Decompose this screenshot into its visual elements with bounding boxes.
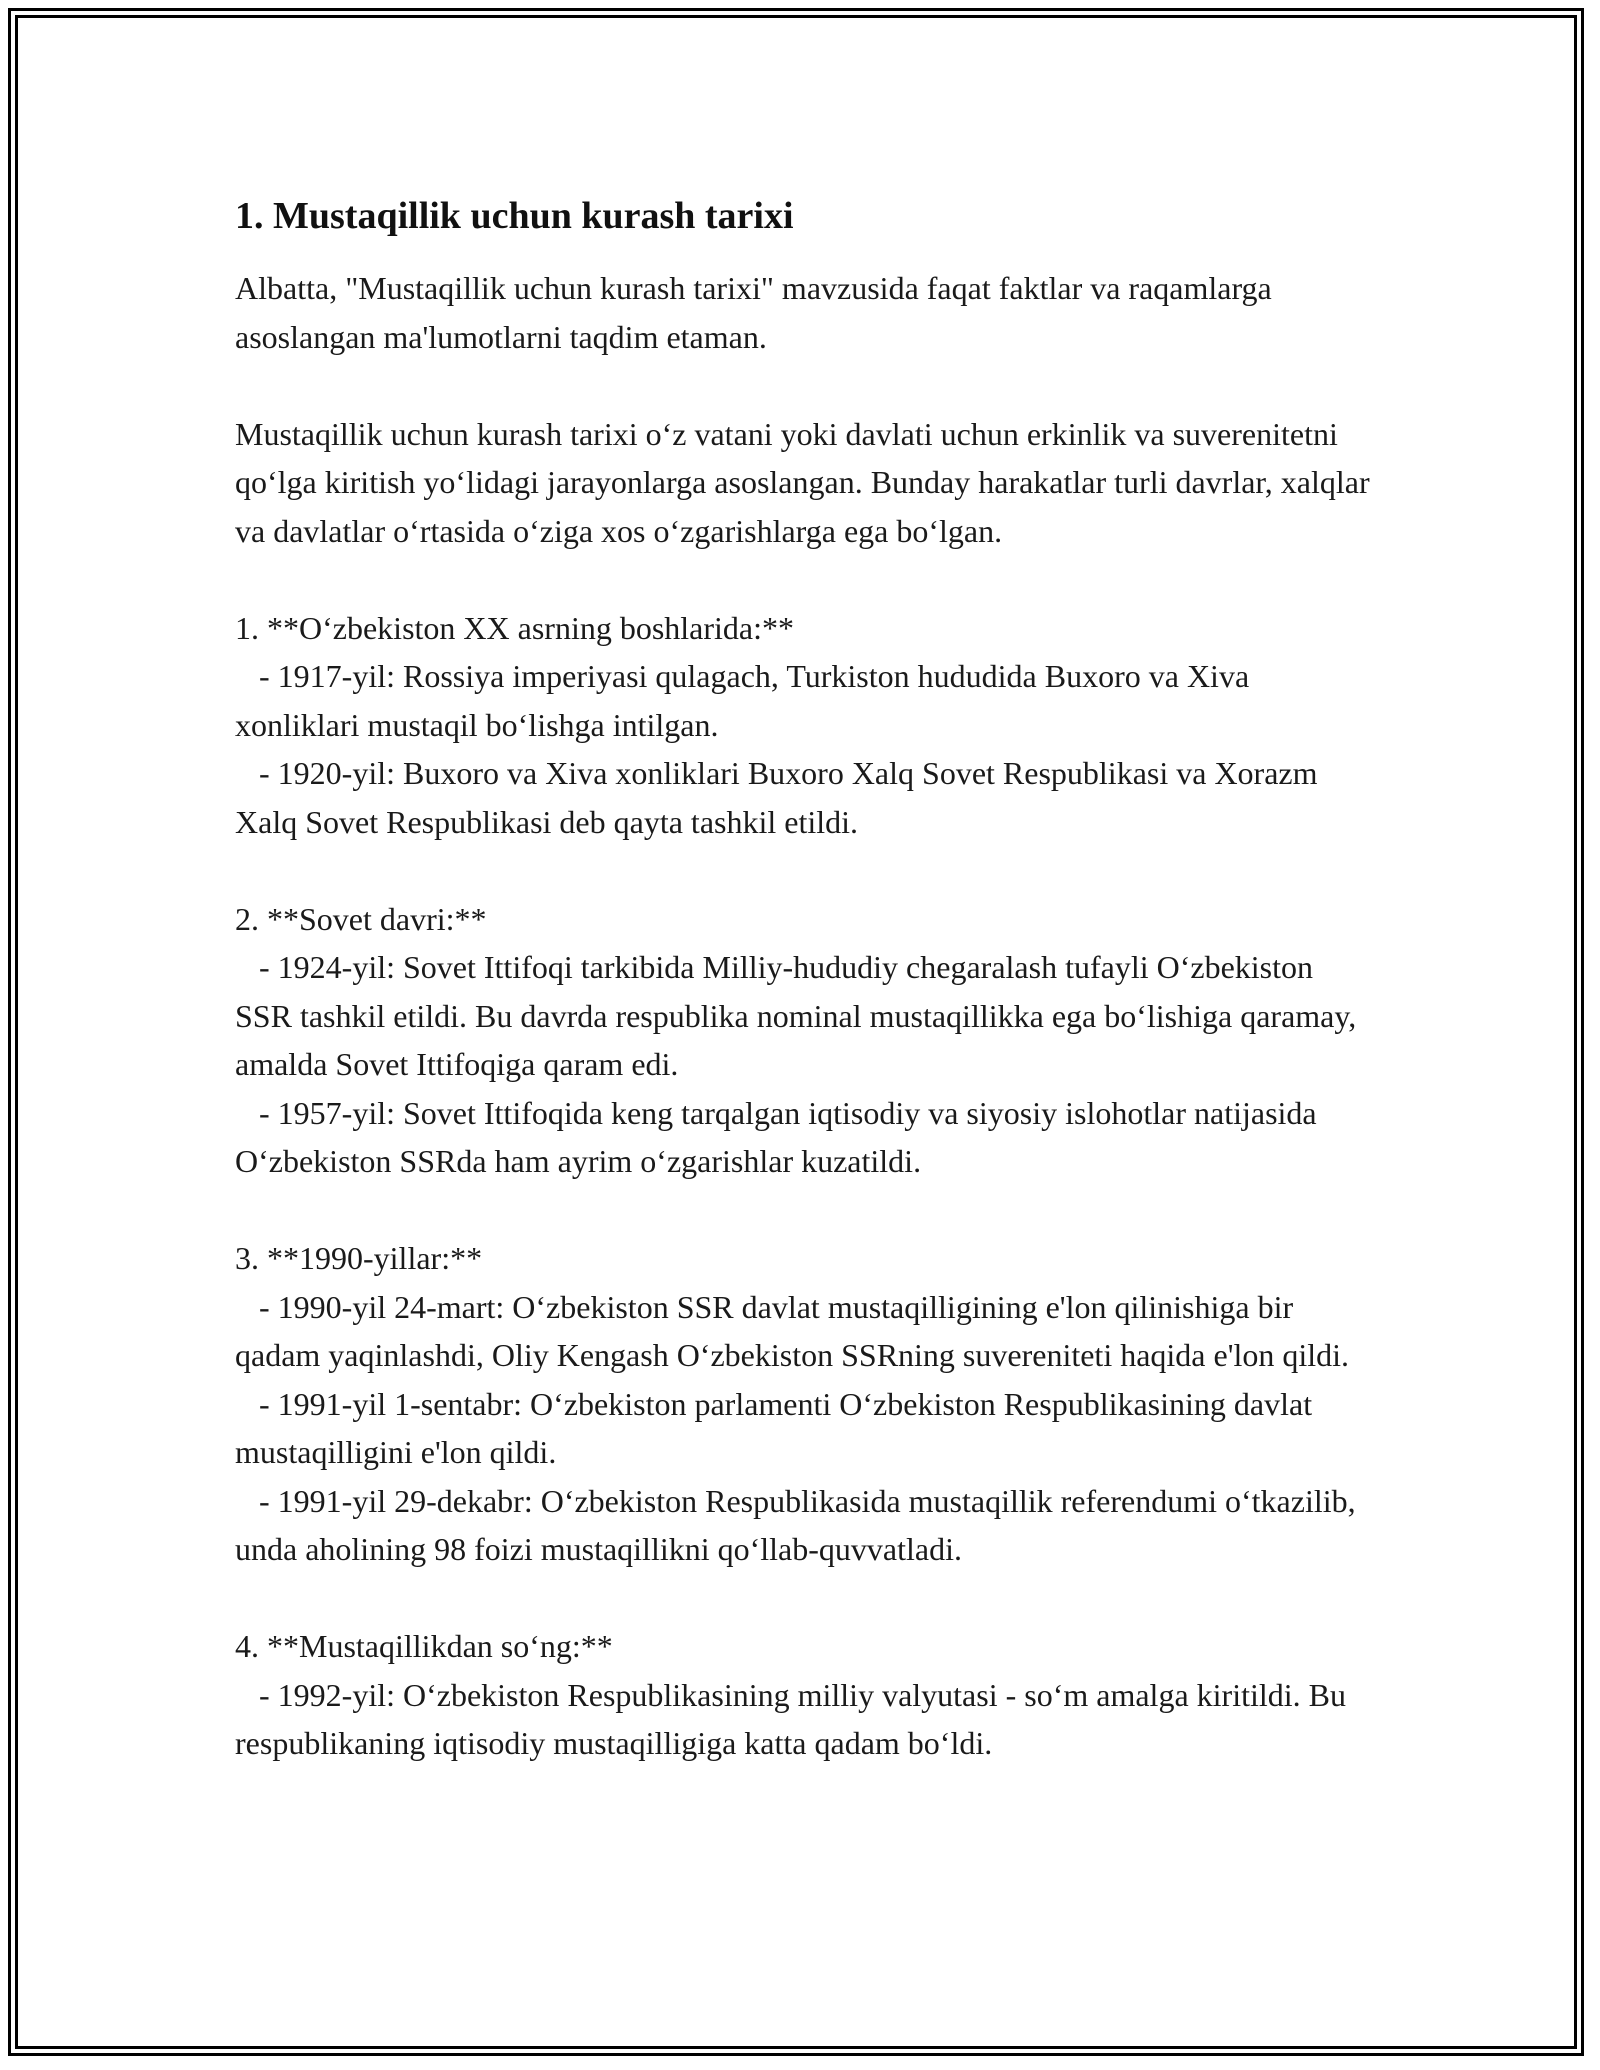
section-soviet-period — [235, 895, 1375, 1186]
list-item — [235, 1089, 1375, 1186]
list-item — [235, 749, 1375, 846]
list-item — [235, 1671, 1375, 1768]
section-heading: 1. **O‘zbekiston XX asrning boshlarida:** — [235, 609, 795, 646]
list-item-text: - 1992-yil: O‘zbekiston Respublikasining milliy valyutasi - so‘m amalga kiritildi. Bu respublikaning iqtisodiy mustaqilligiga katta qadam bo‘ldi. — [235, 1676, 1346, 1761]
list-item — [235, 1380, 1375, 1477]
section-early-20th-century — [235, 604, 1375, 847]
list-item — [235, 652, 1375, 749]
list-item — [235, 1283, 1375, 1380]
list-item — [235, 1477, 1375, 1574]
list-item-text: - 1957-yil: Sovet Ittifoqida keng tarqalgan iqtisodiy va siyosiy islohotlar natijasida O‘zbekiston SSRda ham ayrim o‘zgarishlar kuzatildi. — [235, 1094, 1317, 1179]
document-title: 1. Mustaqillik uchun kurash tarixi — [235, 195, 794, 237]
list-item — [235, 943, 1375, 1089]
intro-paragraph: Albatta, "Mustaqillik uchun kurash tarixi" mavzusida faqat faktlar va raqamlarga asoslangan ma'lumotlarni taqdim etaman. — [235, 270, 1272, 355]
section-heading: 3. **1990-yillar:** — [235, 1240, 483, 1276]
list-item-text: - 1990-yil 24-mart: O‘zbekiston SSR davlat mustaqilligining e'lon qilinishiga bir qadam yaqinlashdi, Oliy Kengash O‘zbekiston SSRning suvereniteti haqida e'lon qildi. — [235, 1288, 1350, 1373]
list-item-text: - 1920-yil: Buxoro va Xiva xonliklari Buxoro Xalq Sovet Respublikasi va Xorazm Xalq Sovet Respublikasi deb qayta tashkil etildi. — [235, 755, 1318, 840]
section-heading: 4. **Mustaqillikdan so‘ng:** — [235, 1628, 613, 1664]
section-heading: 2. **Sovet davri:** — [235, 900, 487, 937]
overview-paragraph: Mustaqillik uchun kurash tarixi o‘z vatani yoki davlati uchun erkinlik va suverenitetni qo‘lga kiritish yo‘lidagi jarayonlarga asoslangan. Bunday harakatlar turli davrlar, xalqlar va davlatlar o‘rtasida o‘ziga xos o‘zgarishlarga ega bo‘lgan. — [235, 415, 1370, 549]
list-item-text: - 1991-yil 29-dekabr: O‘zbekiston Respublikasida mustaqillik referendumi o‘tkazilib, unda aholining 98 foizi mustaqillikni qo‘llab-quvvatladi. — [235, 1482, 1356, 1567]
list-item-text: - 1924-yil: Sovet Ittifoqi tarkibida Milliy-hududiy chegaralash tufayli O‘zbekiston SSR tashkil etildi. Bu davrda respublika nominal mustaqillikka ega bo‘lishiga qaramay, amalda Sovet Ittifoqiga qaram edi. — [235, 949, 1357, 1082]
section-1990s — [235, 1234, 1375, 1574]
list-item-text: - 1917-yil: Rossiya imperiyasi qulagach, Turkiston hududida Buxoro va Xiva xonliklari mustaqil bo‘lishga intilgan. — [235, 658, 1250, 743]
document-body — [235, 190, 1375, 1816]
section-after-independence — [235, 1622, 1375, 1768]
list-item-text: - 1991-yil 1-sentabr: O‘zbekiston parlamenti O‘zbekiston Respublikasining davlat mustaqilligini e'lon qildi. — [235, 1385, 1313, 1470]
